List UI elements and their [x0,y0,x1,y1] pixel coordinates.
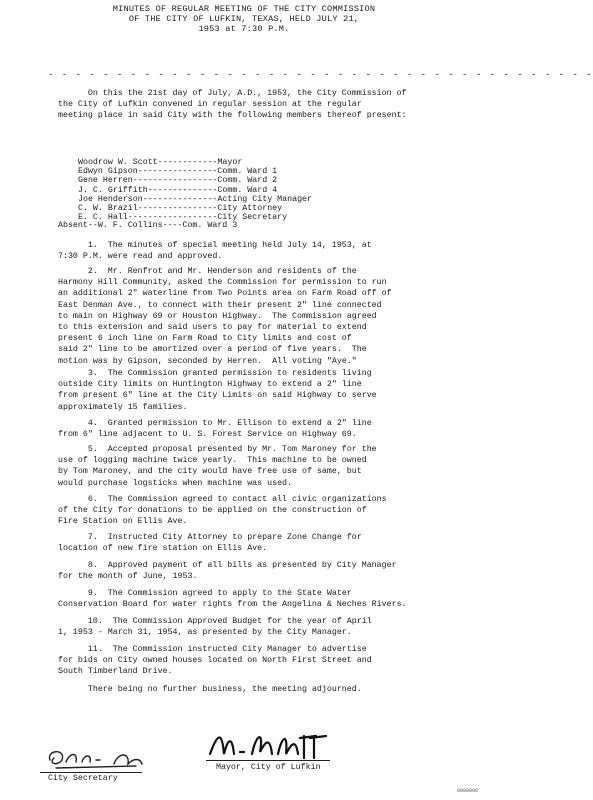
absent-line: Absent--W. F. Collins----Com. Ward 3 [58,221,238,230]
item-8: 8. Approved payment of all bills as presented by City Manager for the month of June, 1953. [58,561,397,582]
secretary-signature-line [40,772,142,773]
item-1: 1. The minutes of special meeting held July 14, 1953, at 7:30 P.M. were read and approved. [58,241,372,262]
roster-row: Joe Henderson---------------Acting City Manager [78,194,313,204]
roster-row: E. C. Hall------------------City Secretary [78,213,288,223]
mayor-signature [200,724,350,764]
mayor-caption: Mayor, City of Lufkin [216,763,321,772]
item-6: 6. The Commission agreed to contact all civic organizations of the City for donations to be applied on the construction of Fire Station on Ellis Ave. [58,495,387,527]
roster-row: Gene Herren-----------------Comm. Ward 2 [78,176,278,186]
intro-paragraph: On this the 21st day of July, A.D., 1953, the City Commission of the City of Lufkin convened in regular session at the regular meeting place in said City with the following members thereof present: [58,89,407,121]
mayor-signature-line [206,760,330,761]
item-3: 3. The Commission granted permission to residents living outside City limits on Huntington Highway to extend a 2" line from present 6" line at the City Limits on said Highway to serve approximately 15 families. [58,369,377,412]
title-line-3: 1953 at 7:30 P.M. [198,24,290,34]
item-2: 2. Mr. Renfrot and Mr. Henderson and residents of the Harmony Hill Community, asked the Commission for permission to run an additional 2" waterline from Two Points area on Farm Road off of East Denman Ave., to connect with their present 2" line connected to main on Highway 69 or Houston Highway. The Commission agreed to this extension and said users to pay for material to extend present 6 inch line on Farm Road to City limits and cost of said 2" line to be amortized over a period of five years. The motion was by Gipson, seconded by Herren. All voting "Aye." [58,267,392,366]
item-11: 11. The Commission instructed City Manager to advertise for bids on City owned houses located on North First Street and South Timberland Drive. [58,645,372,677]
adjournment-line: There being no further business, the meeting adjourned. [58,685,362,694]
item-5: 5. Accepted proposal presented by Mr. Tom Maroney for the use of logging machine twice yearly. This machine to be owned by Tom Maroney, and the city would have free use of same, but would purchase logsticks when machine was used. [58,445,377,488]
item-4: 4. Granted permission to Mr. Ellison to extend a 2" line from 6" line adjacent to U. S. Forest Service on Highway 69. [58,419,372,440]
item-10: 10. The Commission Approved Budget for the year of April 1, 1953 - March 31, 1954, as presented by the City Manager. [58,617,372,638]
footer-code: 0000000 [456,788,478,794]
roster-row: C. W. Brazil----------------City Attorney [78,204,283,214]
roster-row: Woodrow W. Scott------------Mayor [78,158,243,167]
item-7: 7. Instructed City Attorney to prepare Zone Change for location of new fire station on Ellis Ave. [58,533,362,554]
title-line-2: OF THE CITY OF LUFKIN, TEXAS, HELD JULY 21, [128,14,360,24]
item-9: 9. The Commission agreed to apply to the State Water Conservation Board for water rights from the Angelina & Neches Rivers. [58,589,407,610]
secretary-caption: City Secretary [48,774,118,783]
dashed-rule: - - - - - - - - - - - - - - - - - - - - - - - - - - - - - - - - - - - - - - - - [48,70,593,80]
members-roster [78,158,312,222]
title-line-1: MINUTES OF REGULAR MEETING OF THE CITY COMMISSION [112,4,376,14]
roster-row: J. C. Griffith--------------Comm. Ward 4 [78,185,278,195]
roster-row: Edwyn Gipson----------------Comm. Ward 1 [78,167,278,177]
